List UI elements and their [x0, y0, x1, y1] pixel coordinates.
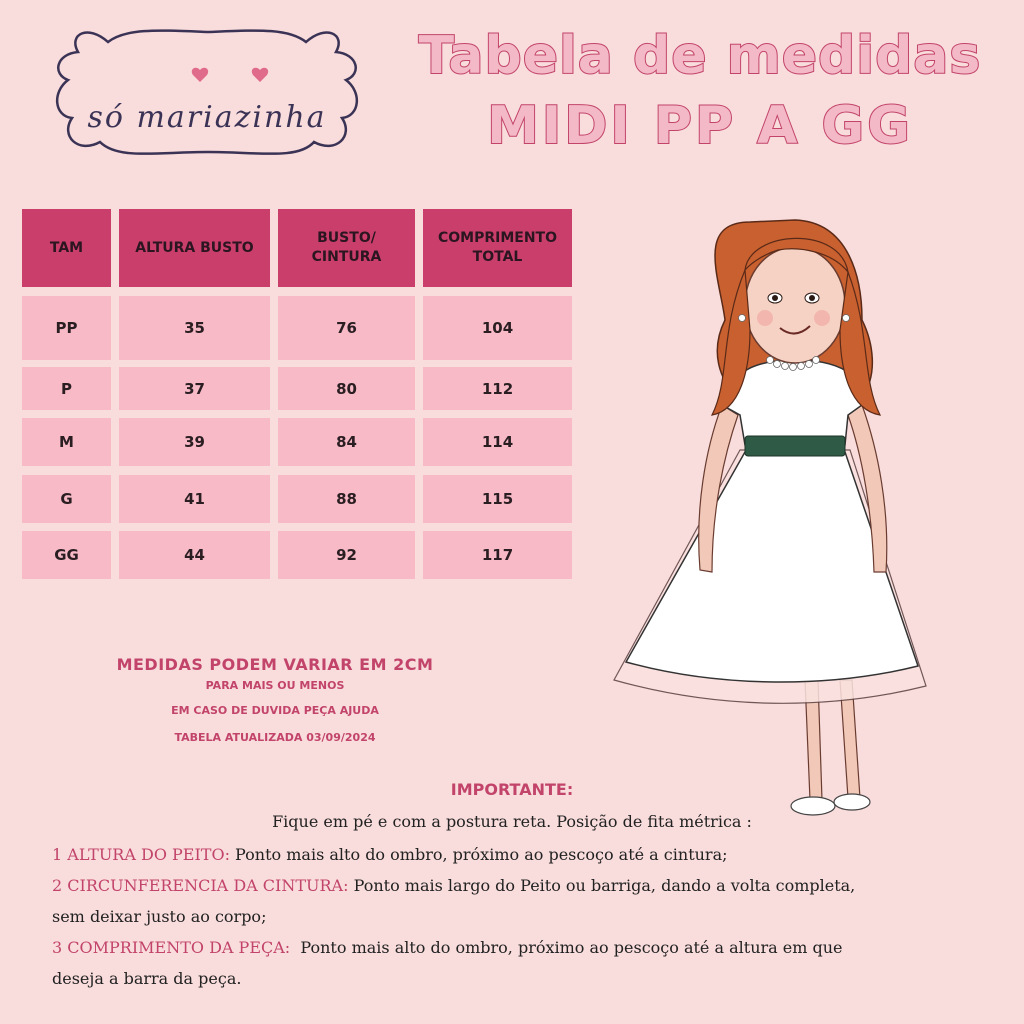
page-title: Tabela de medidas	[418, 26, 982, 86]
table-cell-comprimento: 104	[423, 296, 572, 360]
table-cell-comprimento: 117	[423, 531, 572, 579]
header-altura-busto: ALTURA BUSTO	[119, 209, 270, 287]
table-cell-comprimento: 112	[423, 367, 572, 410]
table-cell-size: G	[22, 475, 111, 523]
table-cell-busto: 88	[278, 475, 415, 523]
instructions-intro: Fique em pé e com a postura reta. Posição de fita métrica :	[272, 812, 752, 831]
instruction-text: Ponto mais alto do ombro, próximo ao pescoço até a cintura;	[229, 845, 728, 864]
table-cell-altura: 41	[119, 475, 270, 523]
instruction-label: 2 CIRCUNFERENCIA DA CINTURA:	[52, 876, 349, 895]
logo-text: só mariazinha	[87, 100, 327, 135]
instruction-item-2	[52, 876, 855, 895]
table-cell-altura: 35	[119, 296, 270, 360]
table-cell-busto: 80	[278, 367, 415, 410]
instruction-item-2-continued: sem deixar justo ao corpo;	[52, 907, 267, 926]
note-more-or-less: PARA MAIS OU MENOS	[205, 679, 345, 692]
instruction-label: 1 ALTURA DO PEITO:	[52, 845, 230, 864]
note-ask-help: EM CASO DE DUVIDA PEÇA AJUDA	[171, 704, 379, 717]
table-cell-size: M	[22, 418, 111, 466]
dress-illustration-icon	[600, 210, 940, 830]
table-cell-busto: 76	[278, 296, 415, 360]
instruction-item-3-continued: deseja a barra da peça.	[52, 969, 242, 988]
table-cell-size: PP	[22, 296, 111, 360]
page-subtitle: MIDI PP A GG	[487, 96, 913, 156]
table-cell-altura: 44	[119, 531, 270, 579]
logo-frame	[48, 24, 366, 164]
girl-illustration	[600, 210, 940, 834]
table-cell-comprimento: 115	[423, 475, 572, 523]
table-cell-size: P	[22, 367, 111, 410]
table-cell-busto: 84	[278, 418, 415, 466]
note-variation: MEDIDAS PODEM VARIAR EM 2CM	[116, 655, 434, 674]
header-comprimento-total: COMPRIMENTO TOTAL	[423, 209, 572, 287]
instruction-text: Ponto mais alto do ombro, próximo ao pescoço até a altura em que	[290, 938, 843, 957]
table-cell-altura: 39	[119, 418, 270, 466]
header-tam: TAM	[22, 209, 111, 287]
note-updated-date: TABELA ATUALIZADA 03/09/2024	[174, 731, 376, 744]
header-busto-cintura: BUSTO/ CINTURA	[278, 209, 415, 287]
important-heading: IMPORTANTE:	[450, 780, 574, 799]
instruction-item-1	[52, 845, 728, 864]
table-cell-altura: 37	[119, 367, 270, 410]
brand-logo	[48, 24, 366, 164]
table-cell-busto: 92	[278, 531, 415, 579]
table-cell-comprimento: 114	[423, 418, 572, 466]
table-cell-size: GG	[22, 531, 111, 579]
instruction-text: Ponto mais largo do Peito ou barriga, dando a volta completa,	[348, 876, 856, 895]
instruction-item-3	[52, 938, 843, 957]
instruction-label: 3 COMPRIMENTO DA PEÇA:	[52, 938, 291, 957]
